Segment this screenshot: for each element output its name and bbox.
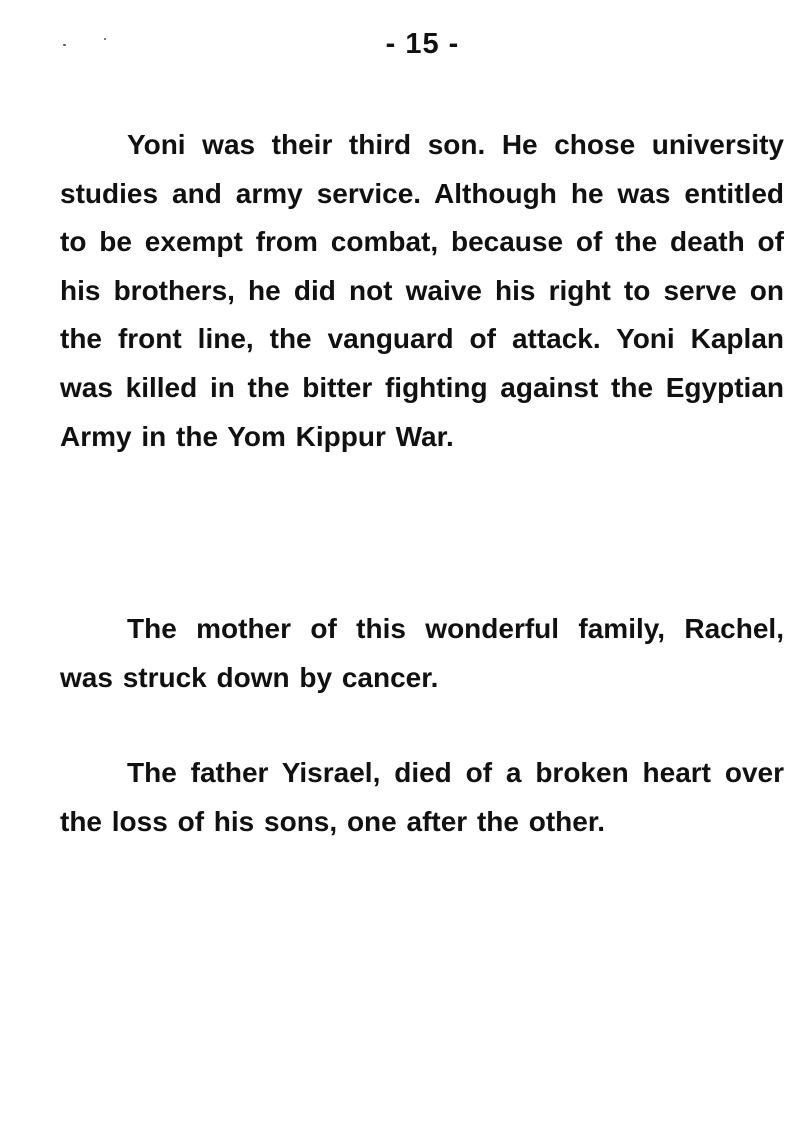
- page-number: - 15 -: [385, 28, 460, 60]
- paragraph-text: The father Yisrael, died of a broken heart over the loss of his sons, one after the other.: [60, 757, 784, 837]
- paragraph: [60, 605, 784, 702]
- paragraph-text: The mother of this wonderful family, Rachel, was struck down by cancer.: [60, 613, 784, 693]
- paragraph: [60, 121, 784, 461]
- paragraph: [60, 749, 784, 846]
- paragraph-text: Yoni was their third son. He chose university studies and army service. Although he was entitled to be exempt from combat, because of the death of his brothers, he did not waive his right to serve on the front line, the vanguard of attack. Yoni Kaplan was killed in the bitter fighting against the Egyptian Army in the Yom Kippur War.: [60, 129, 784, 452]
